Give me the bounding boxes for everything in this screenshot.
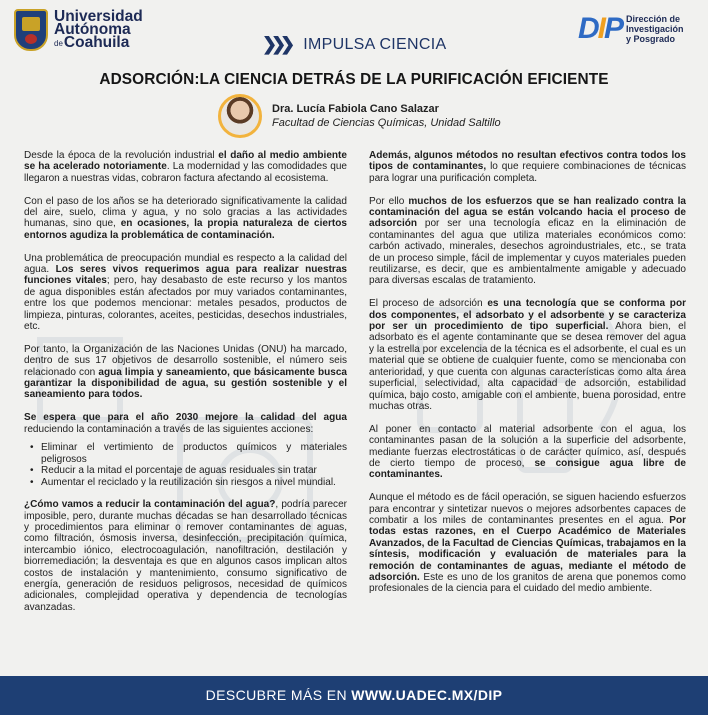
footer-banner [0,676,708,715]
list-item: • Eliminar el vertimiento de productos químicos y materiales peligrosos [30,442,347,465]
author-avatar [218,94,262,138]
left-column [24,150,347,625]
paragraph: Con el paso de los años se ha deteriorado significativamente la calidad del aire, suelo, clima y agua, y no solo gracias a las actividades humanas, sino que, en ocasiones, la propia naturaleza de ciertos entornos agudiza la problemática de contaminación. [24,195,347,241]
header [0,0,708,66]
dip-line-3: y Posgrado [626,34,676,44]
uadec-logo[interactable] [14,9,143,51]
paragraph: Aunque el método es de fácil operación, se siguen haciendo esfuerzos para encontrar y sintetizar nuevos o mejores adsorbentes capaces de combatir a los miles de contaminantes presentes en el agua. Por todas estas razones, en el Cuerpo Académico de Materiales Avanzados, de la Facultad de Ciencias Químicas, trabajamos en la síntesis, modificación y evaluación de materiales para la remoción de contaminantes de aguas, mediante el método de adsorción. Este es uno de los granitos de arena que ponemos como profesionales de la ciencia para el cuidado del medio ambiente. [369,492,686,595]
author-name: Dra. Lucía Fabiola Cano Salazar [272,103,439,115]
dip-wordmark [626,14,684,44]
uadec-line-3: Coahuila [63,34,130,52]
actions-list [30,442,347,488]
university-seal-icon [14,9,48,51]
paragraph: Además, algunos métodos no resultan efectivos contra todos los tipos de contaminantes, lo que requiere combinaciones de técnicas para lograr una purificación completa. [369,150,686,184]
footer-prefix: DESCUBRE MÁS EN [205,687,352,703]
paragraph: Se espera que para el año 2030 mejore la calidad del agua reduciendo la contaminación a través de las siguientes acciones: [24,412,347,435]
article-title: ADSORCIÓN:LA CIENCIA DETRÁS DE LA PURIFICACIÓN EFICIENTE [99,71,609,88]
right-column [369,150,686,606]
impulsa-ciencia-label: IMPULSA CIENCIA [303,35,447,53]
paragraph: Por ello muchos de los esfuerzos que se han realizado contra la contaminación del agua se están volcando hacia el proceso de adsorción por ser una tecnología eficaz en la eliminación de contaminantes del agua que utiliza materiales económicos como: carbón activado, minerales, desechos agroindustriales, etc., se trata de un proceso simple, fácil de implementar y cuyos materiales pueden reutilizarse, es decir, que es ambientalmente amigable y adecuado para diversas escalas de tratamiento. [369,195,686,287]
author-affiliation: Facultad de Ciencias Químicas, Unidad Saltillo [272,117,501,129]
uadec-line-1: Universidad [54,8,143,26]
paragraph: Por tanto, la Organización de las Naciones Unidas (ONU) ha marcado, dentro de sus 17 objetivos de desarrollo sostenible, el número seis relacionado con agua limpia y saneamiento, que básicamente busca garantizar la disponibilidad de agua, su gestión sostenible y el saneamiento para todos. [24,343,348,401]
footer-url-link[interactable]: WWW.UADEC.MX/DIP [351,687,503,703]
section-label [262,34,446,55]
dip-logo[interactable] [578,14,684,44]
paragraph: El proceso de adsorción es una tecnología que se conforma por dos componentes, el adsorbato y el adsorbente y se caracteriza por ser un procedimiento de tipo superficial. Ahora bien, el adsorbato es el agente contaminante que se desea remover del agua y la estrella por excelencia de la técnica es el adsorbente, el cual es un material que se obtiene de cualquier fuente, como se mencionaba con anterioridad, y que cuenta con algunas características como alta área superficial, selectividad, alta capacidad de adsorción, estabilidad química, bajo costo, amigable con el ambiente, buena porosidad, entre muchas otras. [369,298,686,412]
list-item: • Reducir a la mitad el porcentaje de aguas residuales sin tratar [30,465,347,476]
uadec-de: de [54,38,63,48]
uadec-line-2: Autónoma [54,21,131,39]
author-block [218,94,501,138]
dip-mark-icon: DIP [578,12,623,45]
dip-line-2: Investigación [626,24,684,34]
dip-line-1: Dirección de [626,14,681,24]
paragraph: ¿Cómo vamos a reducir la contaminación del agua?, podría parecer imposible, pero, durante muchas décadas se han desarrollado técnicas y procedimientos para eliminar o remover contaminantes de aguas, como filtración, ósmosis inversa, desinfección, precipitación química, intercambio iónico, electrocoagulación, nanofiltración, destilación y biorremediación; la desventaja es que en algunos casos implican altos costos de instalación y mantenimiento, consumo significativo de energía, generación de residuos peligrosos, necesidad de químicos adicionales, complejidad operativa y dependencia de tecnologías avanzadas. [24,499,347,613]
uadec-wordmark [54,8,143,52]
triple-chevron-icon: ❯❯❯ [262,34,290,54]
list-item: • Aumentar el reciclado y la reutilización sin riesgos a nivel mundial. [30,477,347,488]
paragraph: Una problemática de preocupación mundial es respecto a la calidad del agua. Los seres vivos requerimos agua para realizar nuestras funciones vitales; pero, hay desabasto de este recurso y los mantos de agua disponibles están afectados por muy variados contaminantes, entre los que podemos mencionar: metales pesados, productos de limpieza, pinturas, colorantes, aceites, pesticidas, desechos industriales, etc. [24,252,347,333]
paragraph: Al poner en contacto al material adsorbente con el agua, los contaminantes pasan de la solución a la superficie del adsorbente, mediante fuerzas electrostáticas o de carácter químico, así, después de cierto tiempo de proceso, se consigue agua libre de contaminantes. [369,423,686,481]
paragraph: Desde la época de la revolución industrial el daño al medio ambiente se ha acelerado notoriamente. La modernidad y las comodidades que llegaron a nuestras vidas, cobraron factura afectando al ecosistema. [24,150,347,184]
